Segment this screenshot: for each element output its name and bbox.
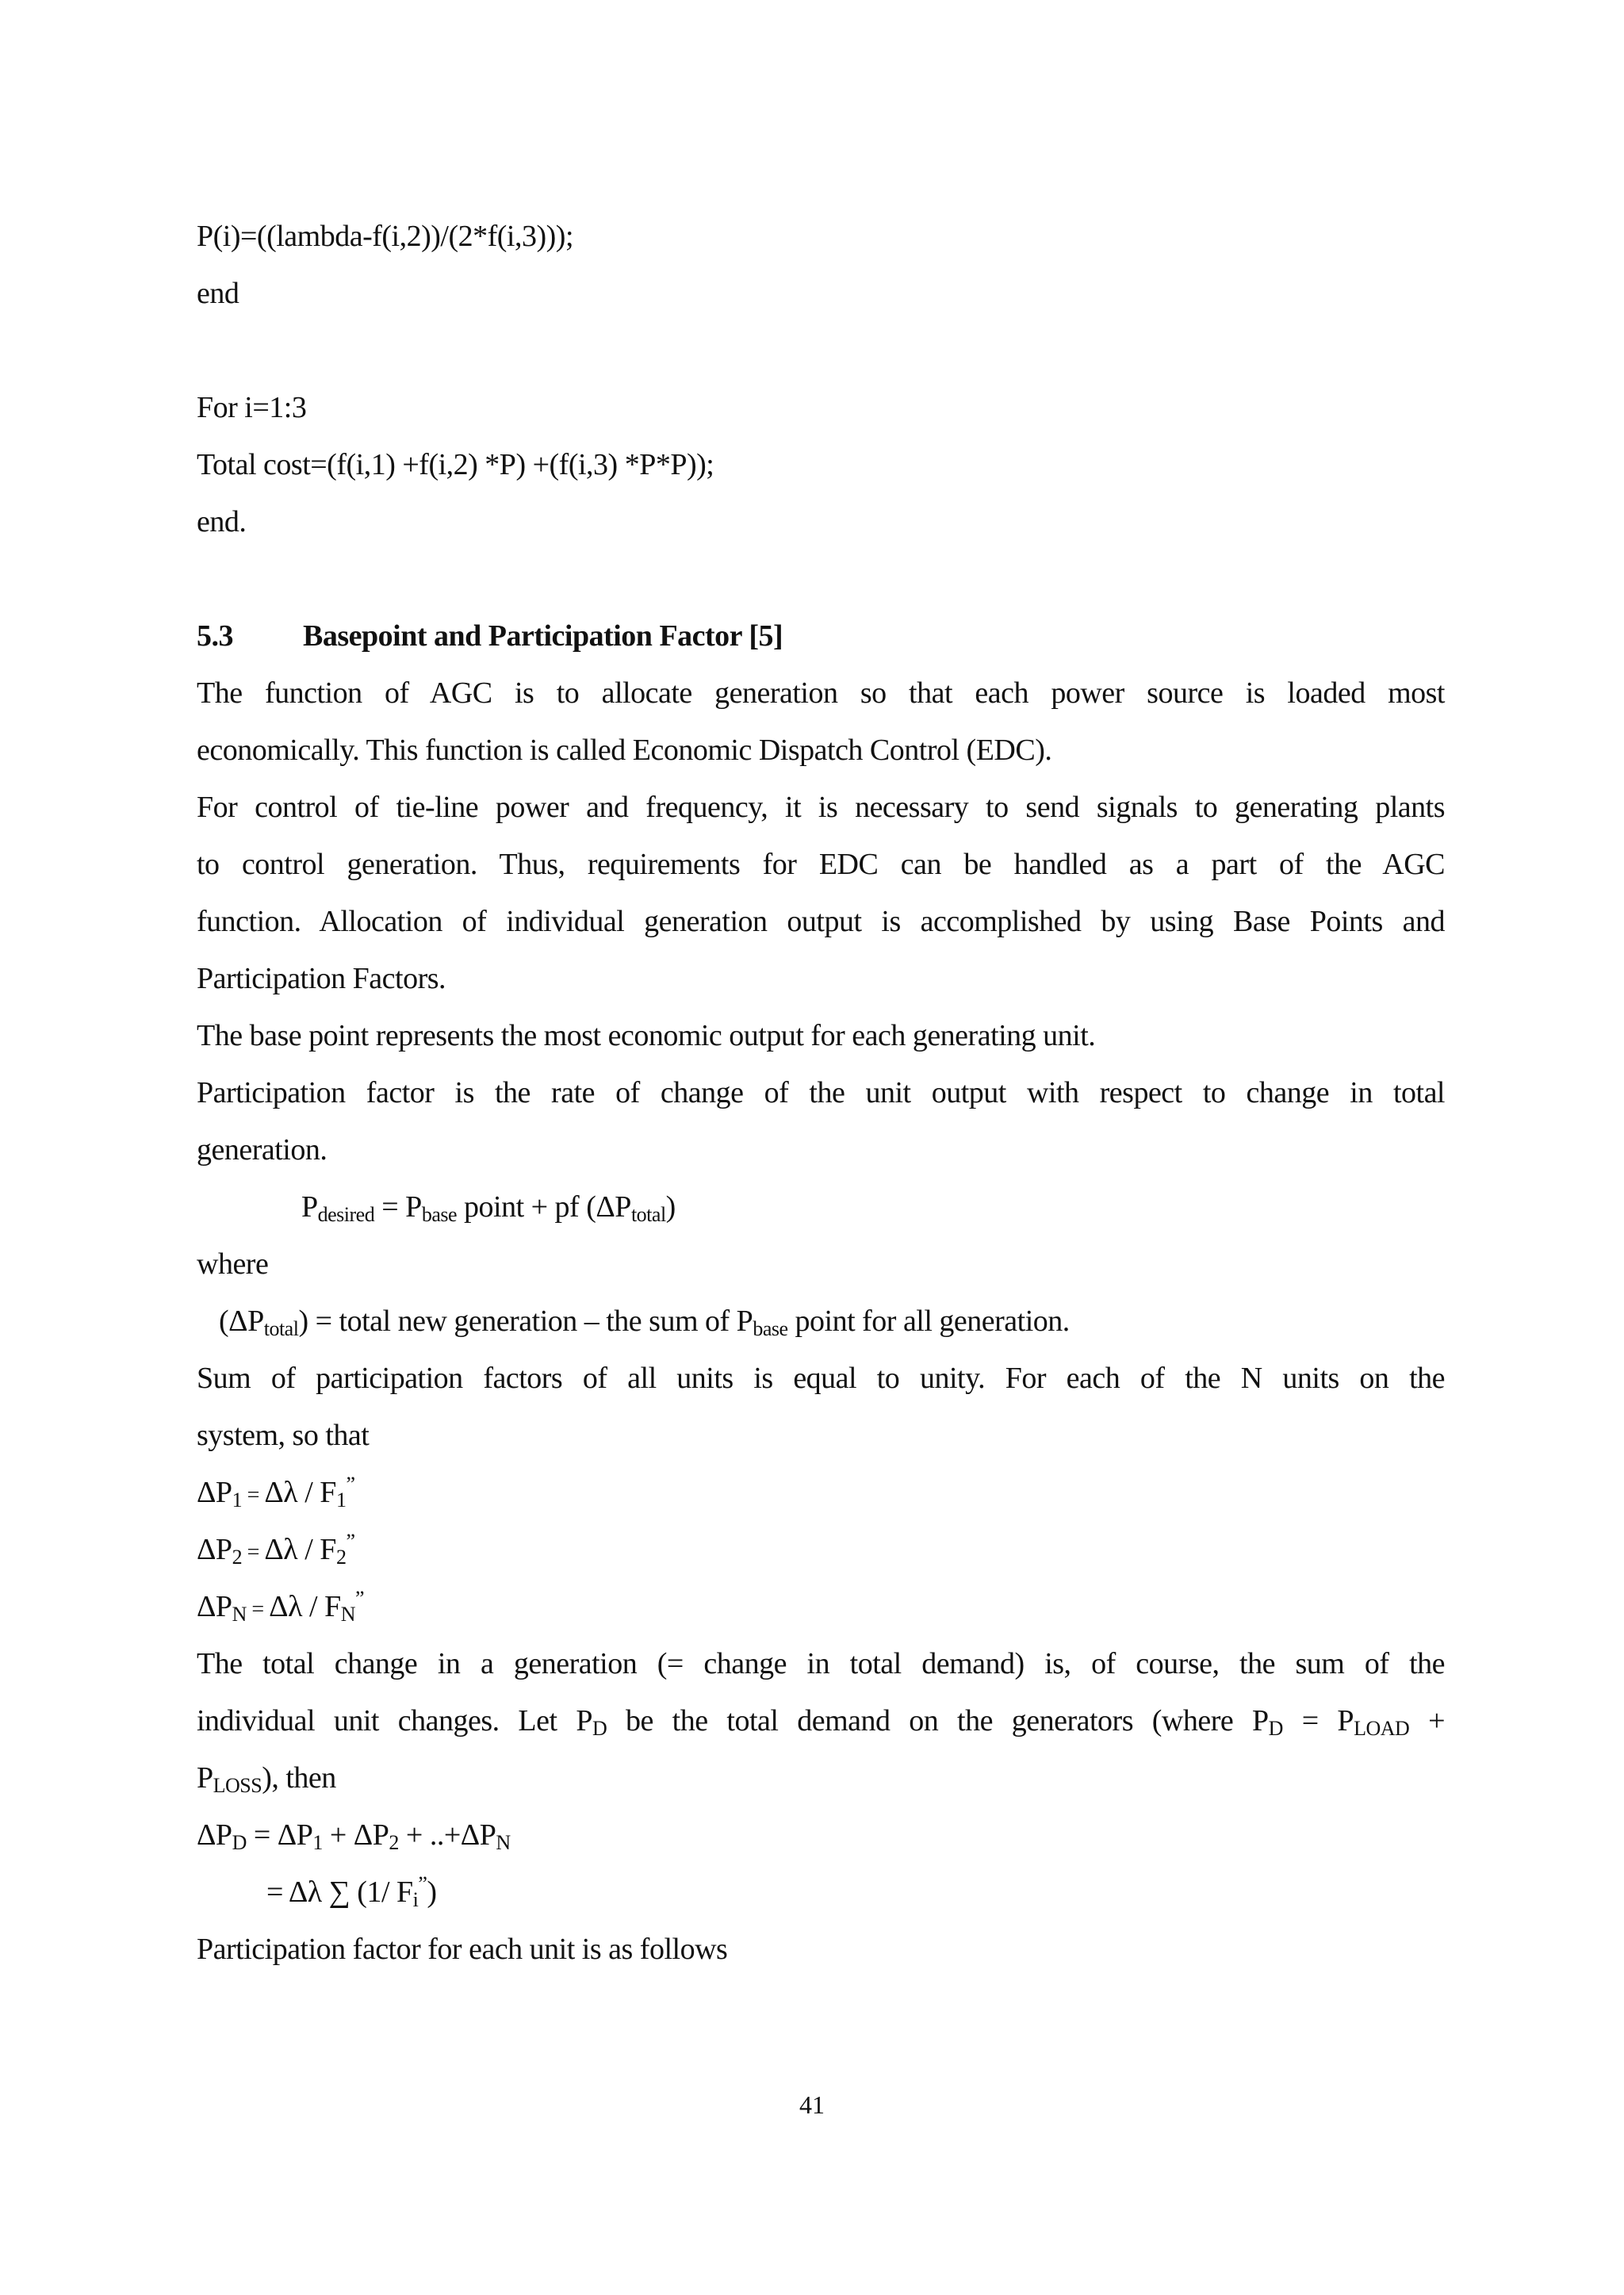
- code-line: end.: [197, 505, 247, 538]
- paragraph-line: Participation factor is the rate of change of the unit output with respect to change in total: [197, 1076, 1445, 1109]
- paragraph-line: generation.: [197, 1133, 327, 1167]
- paragraph-line: to control generation. Thus, requirements for EDC can be handled as a part of the AGC: [197, 848, 1445, 881]
- equation-p-desired: $P_{desired} = P_{base}$ point + pf $(\Delta P_{total})$: [301, 1190, 676, 1226]
- code-line: For i=1:3: [197, 391, 307, 424]
- section-heading: [197, 617, 1445, 655]
- paragraph-line: Participation Factors.: [197, 962, 446, 995]
- paragraph-line: where: [197, 1247, 269, 1281]
- equation-delta-p1: $\Delta P_1 = \Delta\lambda / F_1^”$: [197, 1473, 355, 1511]
- equation-delta-p2: $\Delta P_2 = \Delta\lambda / F_2^”$: [197, 1530, 355, 1569]
- paragraph-line: The base point represents the most economic output for each generating unit.: [197, 1019, 1096, 1052]
- equation-delta-p-total: $(\Delta P_{total})$ = total new generation – the sum of $P_{base}$ point for all generation.: [219, 1305, 1070, 1340]
- code-line: Total cost=(f(i,1) +f(i,2) *P) +(f(i,3) *P*P));: [197, 448, 714, 481]
- paragraph-line: $P_{LOSS}$), then: [197, 1761, 336, 1797]
- paragraph-line: system, so that: [197, 1419, 370, 1452]
- paragraph-line: The function of AGC is to allocate generation so that each power source is loaded most: [197, 676, 1445, 710]
- section-number: 5.3: [197, 619, 233, 653]
- paragraph-line: The total change in a generation (= change in total demand) is, of course, the sum of the: [197, 1647, 1445, 1680]
- equation-delta-pn: $\Delta P_N = \Delta\lambda / F_N^”$: [197, 1587, 365, 1626]
- paragraph-line: individual unit changes. Let $P_D$ be the total demand on the generators (where $P_D = P_{LOAD}$ +: [197, 1704, 1446, 1740]
- paragraph-line: economically. This function is called Economic Dispatch Control (EDC).: [197, 734, 1052, 767]
- paragraph-line: Sum of participation factors of all units is equal to unity. For each of the N units on the: [197, 1362, 1445, 1395]
- equation-delta-pd: $\Delta P_D = \Delta P_1 + \Delta P_2 + ..+\Delta P_N$: [197, 1818, 511, 1854]
- paragraph-line: function. Allocation of individual generation output is accomplished by using Base Points and: [197, 905, 1445, 938]
- equation-sum: = Δλ ∑ (1/ $F_i^”$): [266, 1872, 437, 1911]
- code-line: end: [197, 277, 239, 310]
- paragraph-line: Participation factor for each unit is as follows: [197, 1933, 728, 1966]
- paragraph-line: For control of tie-line power and frequency, it is necessary to send signals to generating plants: [197, 791, 1445, 824]
- page-number: 41: [799, 2090, 825, 2119]
- section-title: Basepoint and Participation Factor [5]: [303, 619, 783, 653]
- code-line: P(i)=((lambda-f(i,2))/(2*f(i,3)));: [197, 220, 574, 253]
